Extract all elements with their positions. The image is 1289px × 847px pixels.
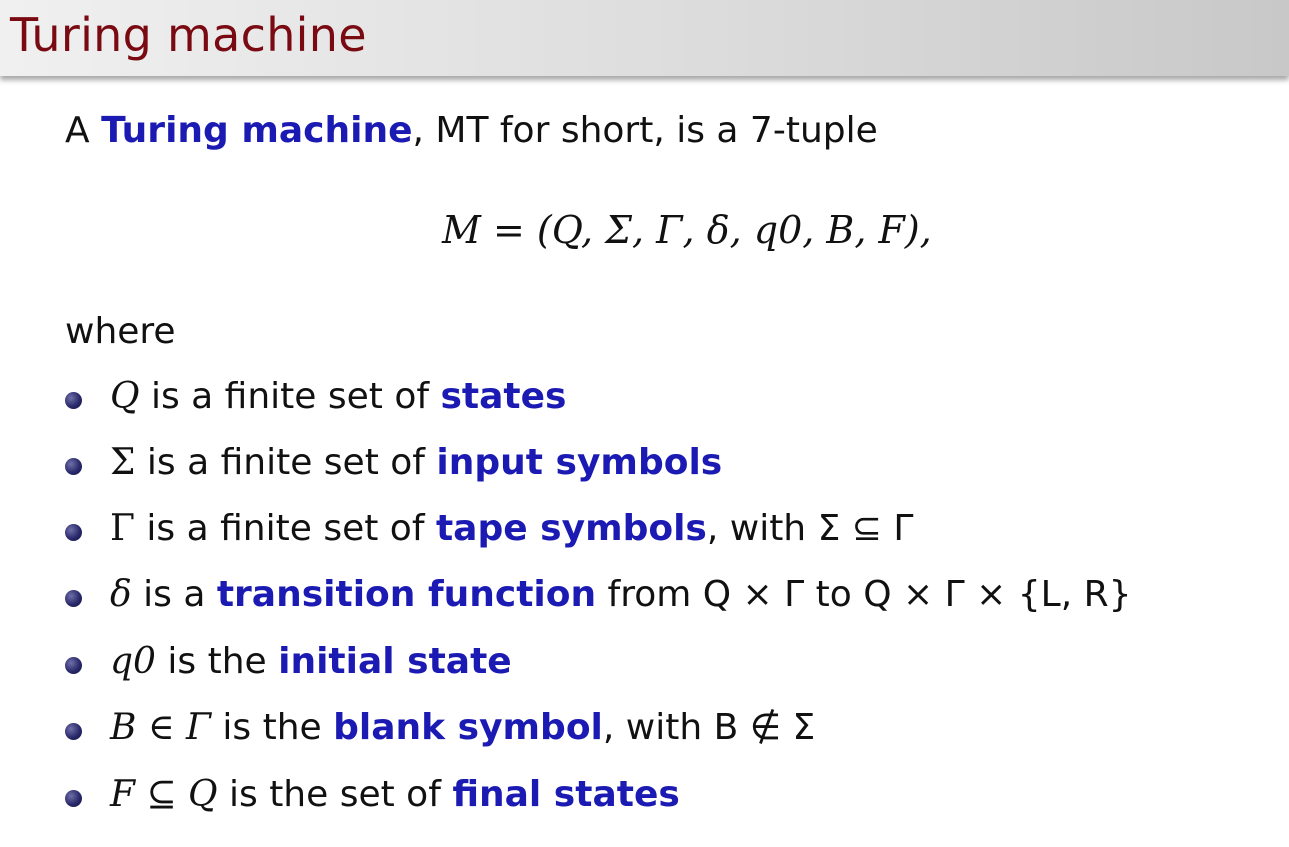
item-math: Σ: [110, 442, 136, 483]
bullet-icon: [65, 657, 82, 674]
item-math: δ: [110, 574, 132, 615]
item-text: is a: [131, 574, 217, 615]
tuple-formula: M = (Q, Σ, Γ, δ, q0, B, F),: [442, 208, 932, 252]
intro-suffix: , MT for short, is a 7-tuple: [412, 110, 878, 151]
item-text: is a finite set of: [134, 508, 436, 549]
title-bar: [0, 0, 1289, 76]
intro-sentence: [65, 110, 878, 151]
item-math: Γ: [110, 508, 135, 549]
item-tail: , with B ∉ Σ: [602, 707, 816, 748]
item-term: final states: [452, 774, 680, 815]
list-item: [110, 508, 913, 549]
item-math: F ⊆ Q: [110, 774, 218, 815]
item-text: is a finite set of: [139, 376, 441, 417]
where-label: where: [65, 311, 176, 352]
intro-term: Turing machine: [101, 110, 413, 151]
item-term: initial state: [278, 641, 512, 682]
item-tail: from Q × Γ to Q × Γ × {L, R}: [596, 574, 1132, 615]
item-math: q0: [110, 641, 156, 682]
list-item: [110, 442, 722, 483]
intro-prefix: A: [65, 110, 102, 151]
list-item: [110, 376, 566, 417]
bullet-icon: [65, 723, 82, 740]
item-term: blank symbol: [333, 707, 603, 748]
item-text: is the: [155, 641, 279, 682]
list-item: [110, 707, 815, 748]
list-item: [110, 574, 1132, 615]
bullet-icon: [65, 790, 82, 807]
item-text: is the: [210, 707, 334, 748]
item-text: is the set of: [217, 774, 453, 815]
item-term: tape symbols: [435, 508, 707, 549]
list-item: [110, 641, 512, 682]
list-item: [110, 774, 680, 815]
item-term: transition function: [216, 574, 597, 615]
bullet-icon: [65, 524, 82, 541]
item-math: Q: [110, 376, 140, 417]
slide-title: Turing machine: [10, 8, 367, 62]
item-term: input symbols: [436, 442, 723, 483]
bullet-icon: [65, 392, 82, 409]
item-math: B ∈ Γ: [110, 707, 211, 748]
item-tail: , with Σ ⊆ Γ: [706, 508, 914, 549]
item-text: is a finite set of: [135, 442, 437, 483]
bullet-icon: [65, 458, 82, 475]
item-term: states: [440, 376, 567, 417]
bullet-icon: [65, 590, 82, 607]
